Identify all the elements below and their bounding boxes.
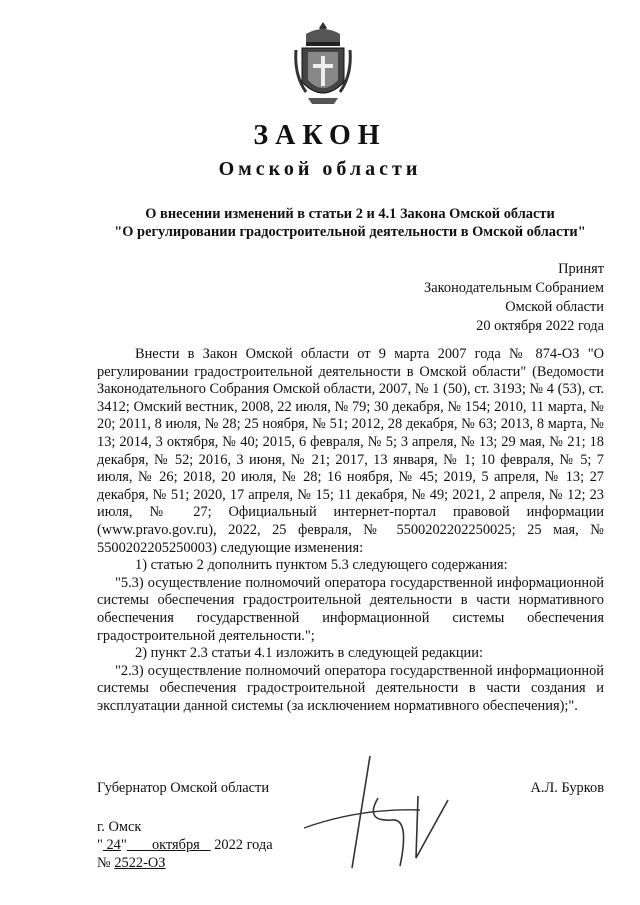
adoption-block xyxy=(424,260,604,336)
number-value: 2522-ОЗ xyxy=(114,855,166,871)
signature xyxy=(300,748,470,878)
law-subject xyxy=(60,205,640,241)
governor-title: Губернатор Омской области xyxy=(97,780,270,796)
signing-place xyxy=(97,818,273,872)
date-year: 2022 года xyxy=(214,837,273,853)
law-number xyxy=(97,854,273,872)
body-quote-2: "2.3) осуществление полномочий оператора государственной информационной системы обеспечения градостроительной деятельности в части создания и эксплуатации данной системы (за исключением нормативного обеспечения);". xyxy=(97,662,604,714)
number-label: № xyxy=(97,855,111,871)
governor-name: А.Л. Бурков xyxy=(530,780,604,796)
law-subject-line2: "О регулировании градостроительной деятельности в Омской области" xyxy=(114,224,586,240)
adopted-by: Законодательным Собранием xyxy=(424,280,604,296)
date-day: 24 xyxy=(106,837,121,853)
coat-of-arms-icon xyxy=(294,20,352,106)
body-quote-1: "5.3) осуществление полномочий оператора государственной информационной системы обеспечения градостроительной деятельности в части нормативного обеспечения государственной информационной системы обеспечения градостроительной деятельности."; xyxy=(97,574,604,644)
date-open-quote: " xyxy=(97,837,103,853)
body-item-1: 1) статью 2 дополнить пунктом 5.3 следующего содержания: xyxy=(135,557,508,574)
signing-date xyxy=(97,836,273,854)
law-subject-line1: О внесении изменений в статьи 2 и 4.1 Закона Омской области xyxy=(145,206,555,222)
adopted-region: Омской области xyxy=(505,299,604,315)
page-title: ЗАКОН xyxy=(253,120,387,151)
law-body xyxy=(97,346,604,715)
date-month: октября xyxy=(151,837,200,853)
adopted-date: 20 октября 2022 года xyxy=(476,318,604,334)
body-item-2: 2) пункт 2.3 статьи 4.1 изложить в следующей редакции: xyxy=(135,645,483,662)
body-paragraph-intro: Внести в Закон Омской области от 9 марта 2007 года № 874-ОЗ "О регулировании градостроительной деятельности в Омской области" (Ведомости Законодательного Собрания Омской области, 2007, № 1 (50), ст. 3193; № 4 (53), ст. 3412; Омский вестник, 2008, 22 июля, № 79; 30 декабря, № 154; 2010, 11 марта, № 20; 2011, 8 июля, № 28; 25 ноября, № 51; 2012, 28 декабря, № 63; 2013, 8 марта, № 13; 2014, 3 октября, № 40; 2015, 6 февраля, № 5; 3 апреля, № 13; 29 мая, № 21; 18 декабря, № 52; 2016, 3 июня, № 21; 2017, 13 января, № 1; 10 февраля, № 5; 7 июля, № 26; 2018, 20 июля, № 28; 16 ноября, № 45; 2019, 5 апреля, № 13; 27 декабря, № 51; 2020, 17 апреля, № 15; 11 декабря, № 49; 2021, 2 апреля, № 12; 23 июля, № 27; Официальный интернет-портал правовой информации (www.pravo.gov.ru), 2022, 25 февраля, № 5500202202250025; 25 мая, № 5500202205250003) следующие изменения: xyxy=(97,346,604,556)
date-close-quote: " xyxy=(120,837,127,853)
region-title: Омской области xyxy=(218,158,422,180)
adopted-label: Принят xyxy=(558,261,604,277)
city: г. Омск xyxy=(97,819,142,835)
